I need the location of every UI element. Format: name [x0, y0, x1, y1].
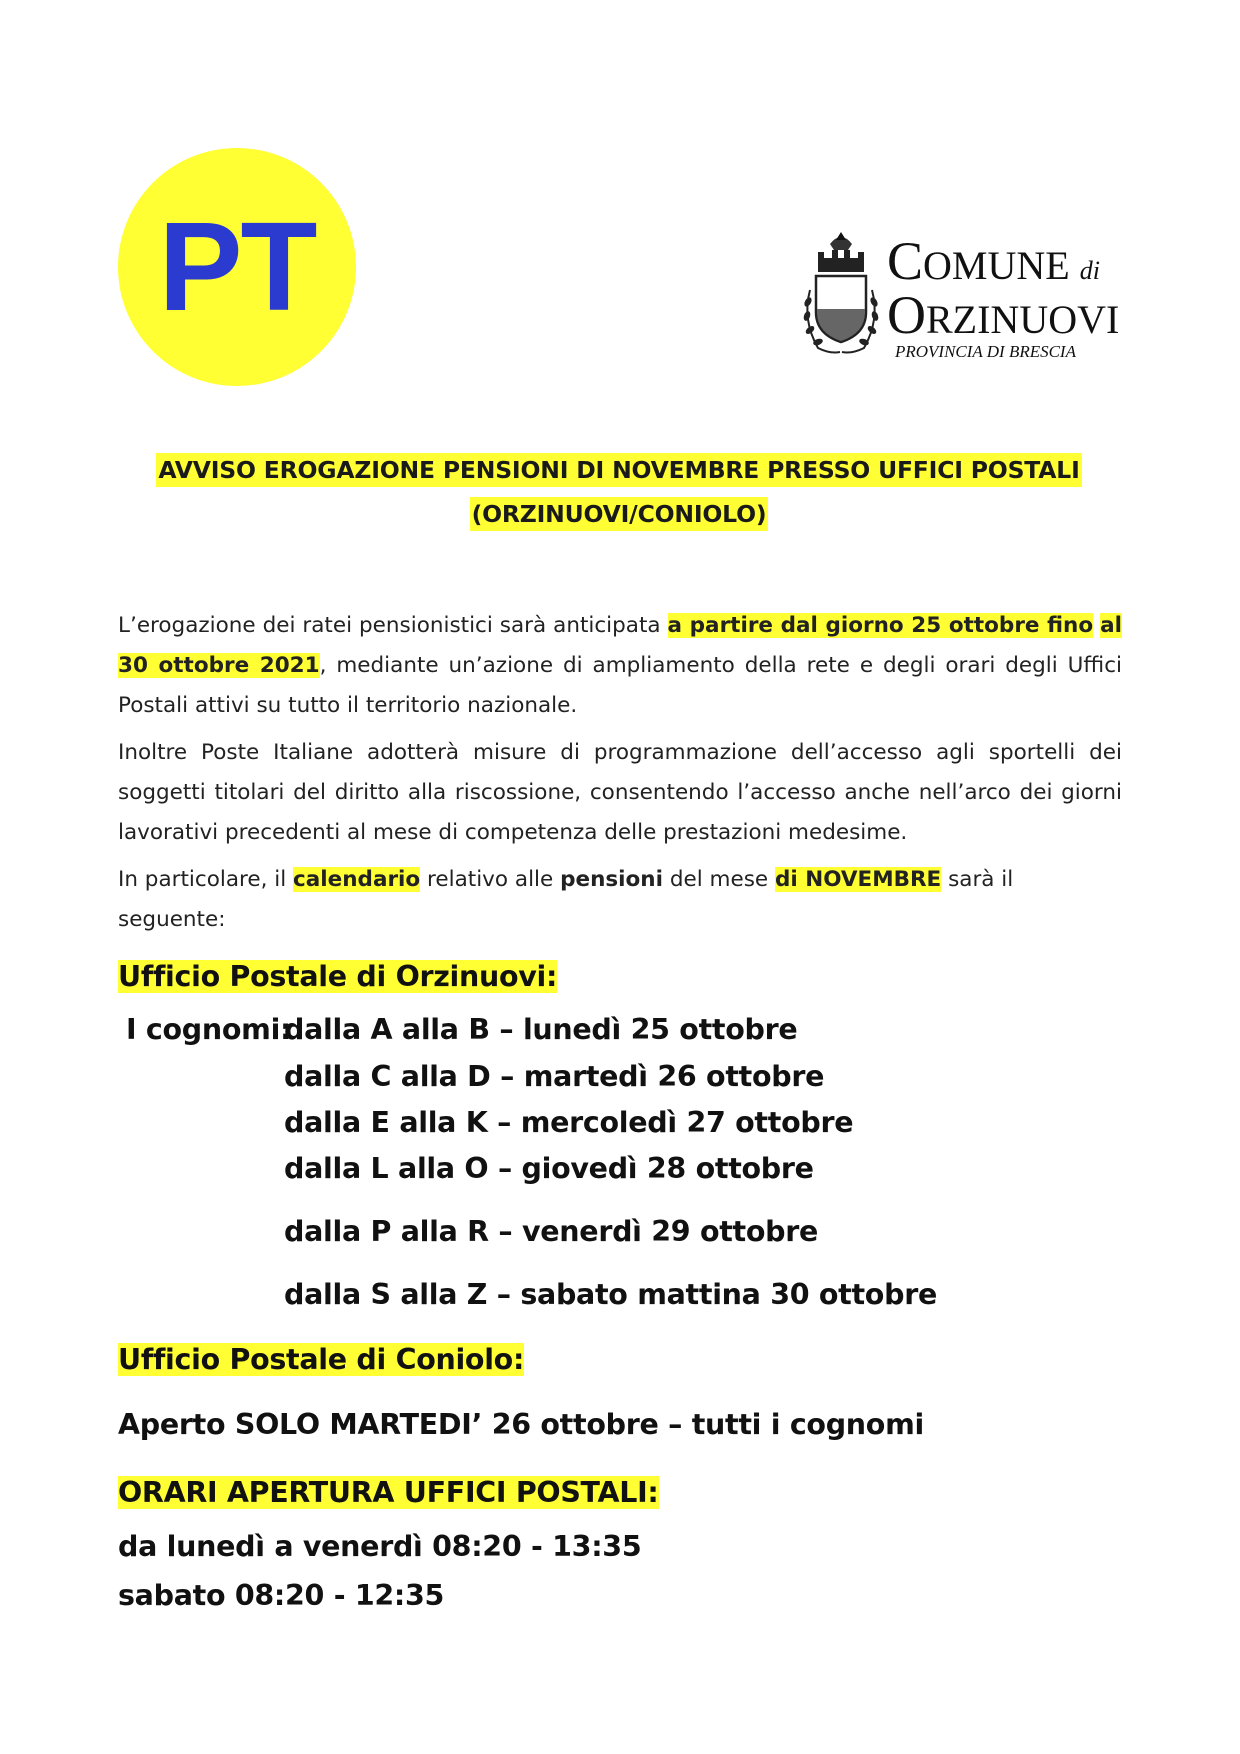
poste-italiane-logo [118, 148, 356, 386]
title-line2: (ORZINUOVI/CONIOLO) [470, 497, 769, 531]
paragraph-anticipation [118, 606, 1122, 726]
para3-calendario: calendario [293, 867, 421, 892]
comune-name-line1: COMUNE di [887, 231, 1100, 291]
orari-saturday: sabato 08:20 - 12:35 [118, 1579, 445, 1612]
schedule-row: dalla C alla D – martedì 26 ottobre [284, 1060, 825, 1093]
schedule-row: dalla S alla Z – sabato mattina 30 ottobre [284, 1278, 937, 1311]
paragraph-calendar-intro [118, 860, 1122, 940]
para3-text-e: del mese [663, 867, 775, 892]
schedule-row: dalla L alla O – giovedì 28 ottobre [284, 1152, 814, 1185]
schedule-row: dalla P alla R – venerdì 29 ottobre [284, 1215, 819, 1248]
schedule-prefix: I cognomi: [126, 1013, 292, 1046]
paragraph-poste-measures: Inoltre Poste Italiane adotterà misure di programmazione dell’accesso agli sportelli dei soggetti titolari del diritto alla riscossione, consentendo l’accesso anche nell’arco dei giorni lavorativi precedenti al mese di competenza delle prestazioni medesime. [118, 740, 1122, 845]
para1-highlight-dates: a partire dal giorno 25 ottobre fino [667, 613, 1094, 638]
comune-name-line2: ORZINUOVI [887, 285, 1120, 345]
orari-heading [118, 1470, 659, 1516]
notice-title [120, 448, 1118, 536]
coniolo-heading [118, 1337, 524, 1383]
para1-text-a: L’erogazione dei ratei pensionistici sarà anticipata [118, 613, 668, 638]
orari-weekdays: da lunedì a venerdì 08:20 - 13:35 [118, 1530, 642, 1563]
para1-text-e: , mediante un’azione di ampliamento della rete e degli orari degli Uffici Postali attivi su tutto il territorio nazionale. [118, 653, 1122, 718]
orzinuovi-heading-text: Ufficio Postale di Orzinuovi: [118, 960, 558, 993]
orzinuovi-heading [118, 954, 557, 1000]
para3-text-a: In particolare, il [118, 867, 294, 892]
para3-novembre: di NOVEMBRE [774, 867, 942, 892]
coniolo-schedule: Aperto SOLO MARTEDI’ 26 ottobre – tutti i cognomi [118, 1408, 924, 1441]
comune-orzinuovi-logo [800, 230, 1130, 370]
title-line1: AVVISO EROGAZIONE PENSIONI DI NOVEMBRE PRESSO UFFICI POSTALI [156, 453, 1081, 487]
para3-text-g: sarà il seguente: [118, 867, 1014, 932]
orari-heading-text: ORARI APERTURA UFFICI POSTALI: [118, 1476, 659, 1509]
coat-of-arms-icon [800, 230, 882, 360]
para3-text-c: relativo alle [420, 867, 561, 892]
para3-pensioni: pensioni [560, 867, 663, 892]
coniolo-heading-text: Ufficio Postale di Coniolo: [118, 1343, 525, 1376]
schedule-row: dalla A alla B – lunedì 25 ottobre [284, 1013, 798, 1046]
para1-highlight-al: al [1100, 613, 1122, 638]
comune-province: PROVINCIA DI BRESCIA [895, 342, 1076, 361]
pt-logo-text: PT [158, 196, 316, 337]
para1-highlight-end-date: 30 ottobre 2021 [118, 653, 320, 678]
schedule-row: dalla E alla K – mercoledì 27 ottobre [284, 1106, 854, 1139]
